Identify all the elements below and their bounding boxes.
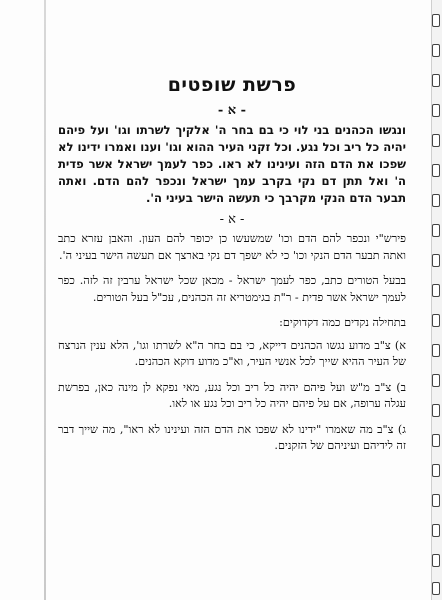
verse-text: ונגשו הכהנים בני לוי כי בם בחר ה' אלקיך לשרתו וגו' ועל פיהם יהיה כל ריב וכל נגע. וכל זקני העיר ההוא וגו' וענו ואמרו ידינו לא שפכו את הדם הזה ועינינו לא ראו. כפר לעמך ישראל אשר פדית ה' ואל תתן דם נקי בקרב עמך ישראל ונכפר להם הדם. ואתה תבער הדם הנקי מקרבך כי תעשה הישר בעיני ה'. [58,123,406,205]
binding-ring [432,524,440,537]
binding-ring [432,254,440,267]
binding-ring [432,224,440,237]
binding-ring [432,344,440,357]
binding-ring [432,434,440,447]
binding-ring [432,74,440,87]
binding-ring [432,194,440,207]
paragraph-rashi: פירש"י ונכפר להם הדם וכו' שמשעשו כן יכופר להם העון. והאבן עזרא כתב ואתה תבער הדם הנקי וכו' כי לא ישפך דם נקי בארצך אם תעשה הישר בעיני ה'. [58,232,406,262]
binding-ring [432,134,440,147]
paragraph-intro: בתחילה נקדים כמה דקדוקים: [279,316,406,329]
binding-ring [432,14,440,27]
binding-ring [432,44,440,57]
binding-ring [432,464,440,477]
binding-ring [432,582,440,595]
paragraph-baal-haturim: בבעל הטורים כתב, כפר לעמך ישראל - מכאן שכל ישראל ערבין זה לזה. כפר לעמך ישראל אשר פדית - ר"ת בגימטריא זה הכהנים, עכ"ל בעל הטורים. [58,274,406,304]
binding-ring [432,374,440,387]
page-content [58,74,406,464]
binding-ring [432,494,440,507]
binding-ring [432,404,440,417]
commentary-mark: - א - [219,212,245,227]
page-title: פרשת שופטים [167,74,297,96]
paragraph-question-b: ב) צ"ב מ"ש ועל פיהם יהיה כל ריב וכל נגע, מאי נפקא לן מינה כאן, בפרשת עגלה ערופה, אם על פיהם יהיה כל ריב וכל נגע או לאו. [58,380,406,410]
binding-ring [432,104,440,117]
binding-ring [432,314,440,327]
binding-ring [432,164,440,177]
paragraph-question-c: ג) צ"ב מה שאמרו "ידינו לא שפכו את הדם הזה ועינינו לא ראו", מה שייך דבר זה לידיהם ועיניהם של הזקנים. [58,422,406,452]
binding-edge [431,0,442,600]
paragraph-question-a: א) צ"ב מדוע נגשו הכהנים דייקא, כי בם בחר ה"א לשרתו וגו', הלא ענין הנרצח של העיר ההיא שייך לכל אנשי העיר, וא"כ מדוע דוקא הכהנים. [58,338,406,368]
section-mark: - א - [217,103,247,118]
binding-ring [432,554,440,567]
binding-ring [432,284,440,297]
page-fold-shadow [44,0,46,600]
